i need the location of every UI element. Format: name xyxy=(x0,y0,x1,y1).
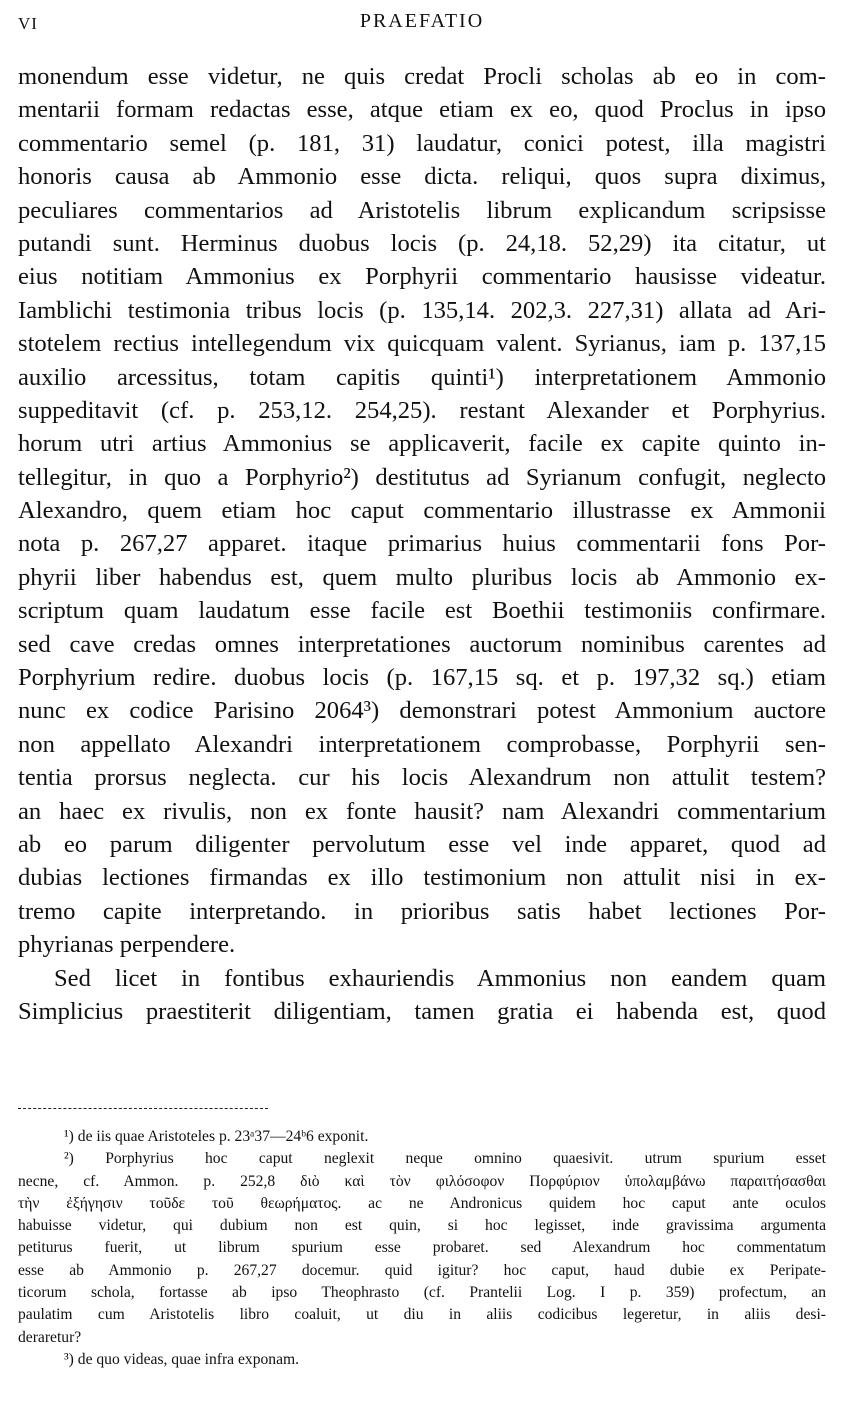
footnote-line: deraretur? xyxy=(18,1328,82,1346)
footnote-line: necne, cf. Ammon. p. 252,8 διὸ καὶ τὸν φιλόσοφον Πορφύριον ὑπολαμβάνω παραιτήσασθαι xyxy=(18,1172,826,1190)
text-line: auxilio arcessitus, totam capitis quinti¹) interpretationem Ammonio xyxy=(18,363,826,391)
text-line: horum utri artius Ammonius se applicaverit, facile ex capite quinto in- xyxy=(18,430,826,458)
footnote-line: ticorum schola, fortasse ab ipso Theophrasto (cf. Prantelii Log. I p. 359) profectum, an xyxy=(18,1284,826,1302)
text-line: tellegitur, in quo a Porphyrio²) destitutus ad Syrianum confugit, neglecto xyxy=(18,463,826,491)
main-text xyxy=(18,60,826,1028)
footnote-line: paulatim cum Aristotelis libro coaluit, ut diu in aliis codicibus legeretur, in aliis desi- xyxy=(18,1306,826,1324)
footnote-line: esse ab Ammonio p. 267,27 docemur. quid igitur? hoc caput, haud dubie ex Peripate- xyxy=(18,1261,826,1279)
text-line: eius notitiam Ammonius ex Porphyrii commentario hausisse videatur. xyxy=(18,263,826,291)
text-line: nota p. 267,27 apparet. itaque primarius huius commentarii fons Por- xyxy=(18,530,826,558)
running-title: PRAEFATIO xyxy=(359,10,485,32)
footnote-line: ¹) de iis quae Aristoteles p. 23ᵃ37—24ᵇ6 exponit. xyxy=(64,1128,369,1145)
footnote-line: habuisse videtur, qui dubium non est quin, si hoc legisset, inde gravissima argumenta xyxy=(18,1217,826,1235)
text-line: peculiares commentarios ad Aristotelis librum explicandum scripsisse xyxy=(18,196,826,224)
footnotes xyxy=(18,1126,826,1371)
footnote-line: petiturus fuerit, ut librum spurium esse probaret. sed Alexandrum hoc commentatum xyxy=(18,1239,826,1257)
text-line: tentia prorsus neglecta. cur his locis Alexandrum non attulit testem? xyxy=(18,764,826,792)
text-line: Iamblichi testimonia tribus locis (p. 135,14. 202,3. 227,31) allata ad Ari- xyxy=(18,296,826,324)
text-line: non appellato Alexandri interpretationem comprobasse, Porphyrii sen- xyxy=(18,730,826,758)
page-header xyxy=(18,10,826,40)
text-line: Alexandro, quem etiam hoc caput commentario illustrasse ex Ammonii xyxy=(18,497,826,525)
footnote-line: τὴν ἐξήγησιν τοῦδε τοῦ θεωρήματος. ac ne Andronicus quidem hoc caput ante oculos xyxy=(18,1194,826,1212)
text-line: ab eo parum diligenter pervolutum esse vel inde apparet, quod ad xyxy=(18,830,826,858)
text-line: Simplicius praestiterit diligentiam, tamen gratia ei habenda est, quod xyxy=(18,997,826,1025)
text-line: honoris causa ab Ammonio esse dicta. reliqui, quos supra diximus, xyxy=(18,163,826,191)
page-number: VI xyxy=(18,14,38,33)
text-line: scriptum quam laudatum esse facile est Boethii testimoniis confirmare. xyxy=(18,597,826,625)
text-line: commentario semel (p. 181, 31) laudatur, conici potest, illa magistri xyxy=(18,129,826,157)
footnote-line: ²) Porphyrius hoc caput neglexit neque omnino quaesivit. utrum spurium esset xyxy=(64,1150,826,1168)
text-line: sed cave credas omnes interpretationes auctorum nominibus carentes ad xyxy=(18,630,826,658)
text-line: Porphyrium redire. duobus locis (p. 167,15 sq. et p. 197,32 sq.) etiam xyxy=(18,664,826,692)
text-line: an haec ex rivulis, non ex fonte hausit? nam Alexandri commentarium xyxy=(18,797,826,825)
text-line: Sed licet in fontibus exhauriendis Ammonius non eandem quam xyxy=(54,964,826,992)
text-line: phyrii liber habendus est, quem multo pluribus locis ab Ammonio ex- xyxy=(18,563,826,591)
footnote-rule xyxy=(18,1108,268,1109)
text-line: suppeditavit (cf. p. 253,12. 254,25). restant Alexander et Porphyrius. xyxy=(18,396,826,424)
text-line: nunc ex codice Parisino 2064³) demonstrari potest Ammonium auctore xyxy=(18,697,826,725)
text-line: stotelem rectius intellegendum vix quicquam valent. Syrianus, iam p. 137,15 xyxy=(18,330,826,358)
footnote-line: ³) de quo videas, quae infra exponam. xyxy=(64,1350,300,1368)
text-line: monendum esse videtur, ne quis credat Procli scholas ab eo in com- xyxy=(18,63,826,90)
text-line: dubias lectiones firmandas ex illo testimonium non attulit nisi in ex- xyxy=(18,864,826,892)
text-line: phyrianas perpendere. xyxy=(18,931,236,959)
text-line: putandi sunt. Herminus duobus locis (p. 24,18. 52,29) ita citatur, ut xyxy=(18,229,826,257)
text-line: mentarii formam redactas esse, atque etiam ex eo, quod Proclus in ipso xyxy=(18,96,826,124)
text-line: tremo capite interpretando. in prioribus satis habet lectiones Por- xyxy=(18,897,826,925)
